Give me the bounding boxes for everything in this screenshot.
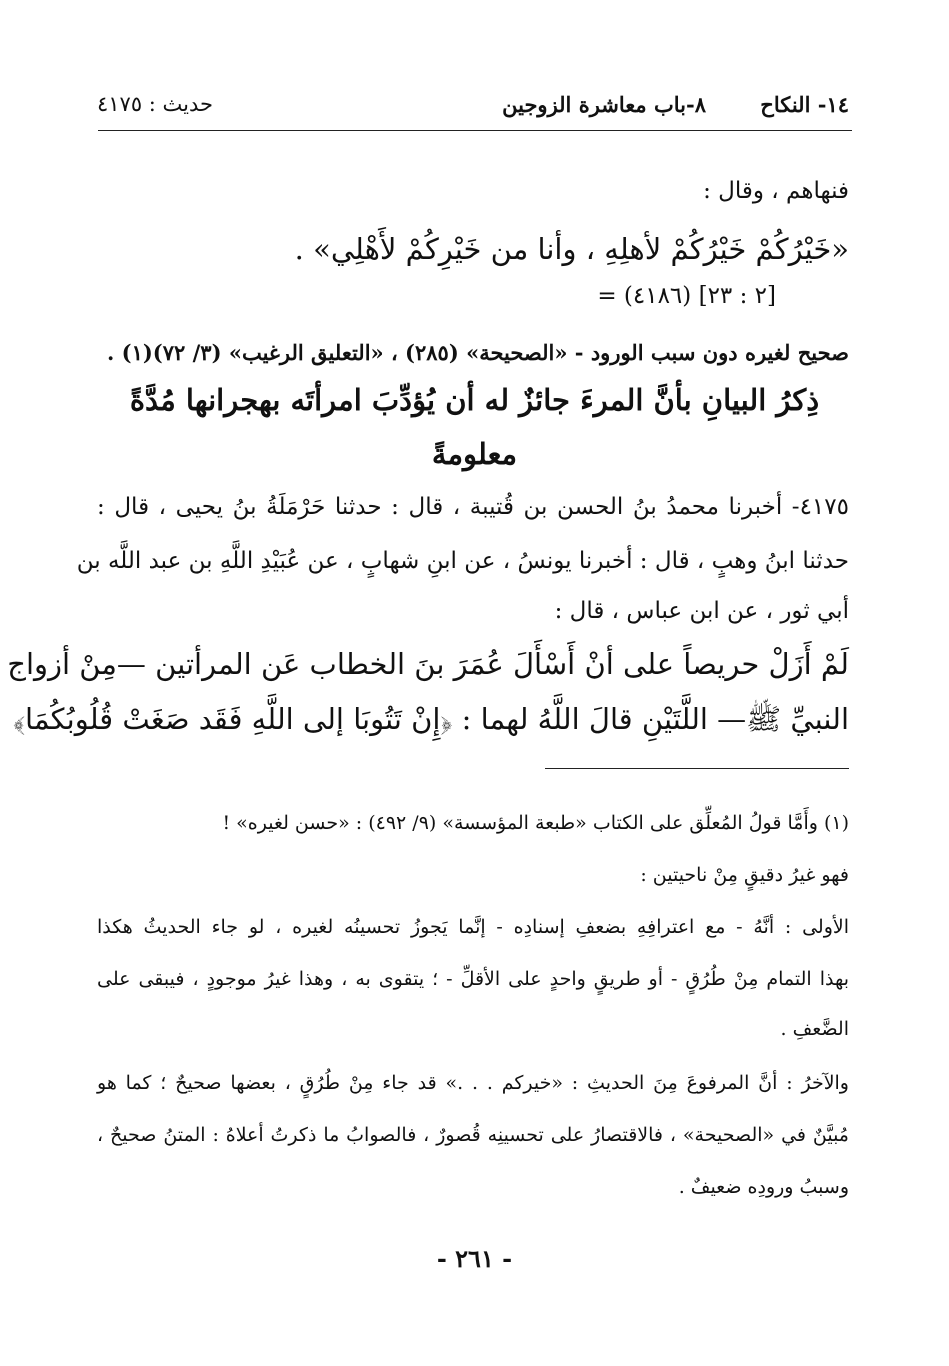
section-heading-line-1: ذِكرُ البيانِ بأنَّ المرءَ جائزٌ له أن يُؤدِّبَ امرأتَه بهجرانها مُدَّةً [129,383,820,417]
isnad-line-2: حدثنا ابنُ وهبٍ ، قال : أخبرنا يونسُ ، عن ابنِ شهابٍ ، عن عُبَيْدِ اللَّهِ بن عبد اللَّه بن [76,548,849,574]
footnote-1-line-3: الأولى : أنَّهُ - مع اعترافِهِ بضعفِ إسنادِه - إنَّما يَجوزُ تحسينُه لغيره ، لو جاء الحديثُ هكذا [97,916,849,938]
page-number: - ٢٦١ - [436,1244,513,1273]
header-hadith-ref: حديث : ٤١٧٥ [97,92,214,116]
matn-line-2: النبيِّ ﷺ— اللَّتَيْنِ قالَ اللَّهُ لهما : ﴿إِنْ تَتُوبَا إلى اللَّهِ فَقَد صَغَتْ قُلُوبُكُمَا﴾ [13,702,849,736]
section-heading-line-2: معلومةً [431,437,518,471]
header-book-title: ١٤- النكاح [760,92,849,117]
header-chapter-title: ٨-باب معاشرة الزوجين [502,92,706,117]
footnote-1-line-5: الضَّعفِ . [780,1018,849,1040]
hadith-quote: «خَيْرُكُمْ خَيْرُكُمْ لأهلِهِ ، وأنا من خَيْرِكُمْ لأَهْلِي» . [294,232,849,266]
isnad-line-3: أبي ثور ، عن ابن عباس ، قال : [554,598,849,624]
footnote-1-line-8: وسببُ ورودِه ضعيفٌ . [678,1176,849,1198]
matn-line-1: لَمْ أَزَلْ حريصاً على أنْ أَسْأَلَ عُمَرَ بنَ الخطاب عَن المرأتين —مِنْ أزواج [7,647,849,681]
intro-line: فنهاهم ، وقال : [703,178,849,204]
reference-line: = (٤١٨٦) [٢ : ٢٣] [597,283,776,309]
header-divider [98,130,852,131]
grading-line: صحيح لغيره دون سبب الورود - «الصحيحة» (٢٨٥) ، «التعليق الرغيب» (٣/ ٧٢)(١) . [107,340,849,365]
footnote-1-line-6: والآخرُ : أنَّ المرفوعَ مِنَ الحديثِ : «خيركم . . .» قد جاء مِنْ طُرُقٍ ، بعضها صحيحٌ ؛ كما هو [97,1072,849,1094]
footnote-1-line-4: بهذا التمام مِنْ طُرُقٍ - أو طريقٍ واحدٍ على الأقلِّ - ؛ يتقوى به ، وهذا غيرُ موجودٍ ، فيبقى على [97,968,849,990]
footnote-1-line-7: مُبيَّنٌ في «الصحيحة» ، فالاقتصارُ على تحسينِه قُصورٌ ، فالصوابُ ما ذكرتُ أعلاهُ : المتنُ صحيحٌ ، [97,1124,849,1146]
footnote-1-line-1: (١) وأَمَّا قولُ المُعلِّق على الكتاب «طبعة المؤسسة» (٩/ ٤٩٢) : «حسن لغيره» ! [222,812,849,834]
footnote-1-line-2: فهو غيرُ دقيقٍ مِنْ ناحيتين : [640,864,849,886]
footnote-divider [545,768,849,769]
isnad-line-1: ٤١٧٥- أخبرنا محمدُ بنُ الحسن بن قُتيبة ، قال : حدثنا حَرْمَلَةُ بنُ يحيى ، قال : [97,494,849,520]
